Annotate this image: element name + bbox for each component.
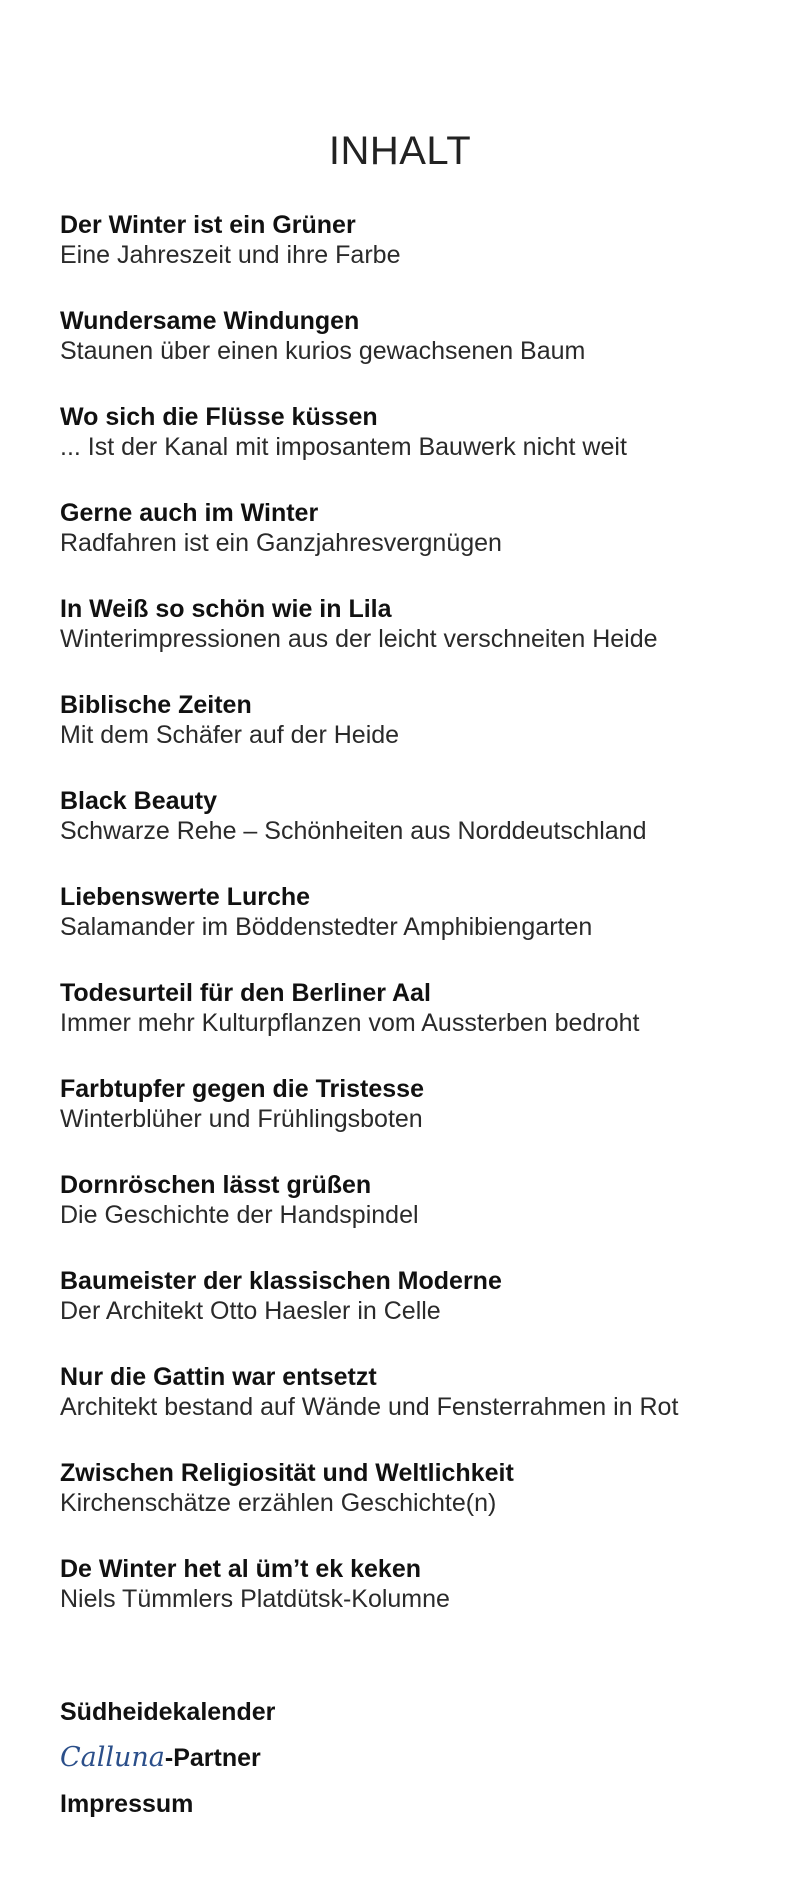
toc-item-subtitle: Schwarze Rehe – Schönheiten aus Norddeutschland	[60, 817, 647, 845]
toc-item-subtitle: Winterblüher und Frühlingsboten	[60, 1105, 423, 1133]
toc-item-subtitle: Die Geschichte der Handspindel	[60, 1201, 419, 1229]
toc-item-heading[interactable]: Black Beauty	[60, 787, 218, 815]
toc-item-heading[interactable]: Der Winter ist ein Grüner	[60, 211, 356, 239]
calluna-brand-logo: Calluna	[60, 1742, 165, 1773]
toc-item-heading[interactable]: Gerne auch im Winter	[60, 499, 319, 527]
toc-item[interactable]	[60, 1554, 780, 1650]
toc-item-subtitle: Der Architekt Otto Haesler in Celle	[60, 1297, 441, 1325]
toc-item[interactable]	[60, 210, 780, 306]
toc-item-heading[interactable]: Biblische Zeiten	[60, 691, 252, 719]
toc-item[interactable]	[60, 978, 780, 1074]
toc-item[interactable]	[60, 690, 780, 786]
toc-item[interactable]	[60, 306, 780, 402]
toc-item[interactable]	[60, 1362, 780, 1458]
imprint-link[interactable]: Impressum	[60, 1790, 194, 1818]
toc-item-heading[interactable]: Zwischen Religiosität und Weltlichkeit	[60, 1459, 514, 1487]
calendar-link[interactable]: Südheidekalender	[60, 1698, 276, 1726]
toc-item[interactable]	[60, 402, 780, 498]
partner-link-suffix: -Partner	[164, 1744, 261, 1772]
toc-item-subtitle: Architekt bestand auf Wände und Fensterrahmen in Rot	[60, 1393, 679, 1421]
partner-link[interactable]	[60, 1743, 760, 1773]
toc-item[interactable]	[60, 882, 780, 978]
toc-item-heading[interactable]: Dornröschen lässt grüßen	[60, 1171, 372, 1199]
toc-item-subtitle: ... Ist der Kanal mit imposantem Bauwerk nicht weit	[60, 433, 627, 461]
toc-item-subtitle: Kirchenschätze erzählen Geschichte(n)	[60, 1489, 497, 1517]
toc-item-subtitle: Immer mehr Kulturpflanzen vom Aussterben bedroht	[60, 1009, 640, 1037]
toc-item[interactable]	[60, 1266, 780, 1362]
page-title: INHALT	[328, 128, 472, 173]
toc-item-heading[interactable]: De Winter het al üm’t ek keken	[60, 1555, 421, 1583]
table-of-contents	[60, 210, 780, 1650]
toc-item[interactable]	[60, 786, 780, 882]
toc-item-subtitle: Radfahren ist ein Ganzjahresvergnügen	[60, 529, 502, 557]
toc-item[interactable]	[60, 1458, 780, 1554]
toc-item-subtitle: Mit dem Schäfer auf der Heide	[60, 721, 400, 749]
toc-item-heading[interactable]: In Weiß so schön wie in Lila	[60, 595, 392, 623]
toc-item-subtitle: Winterimpressionen aus der leicht verschneiten Heide	[60, 625, 658, 653]
toc-item-heading[interactable]: Liebenswerte Lurche	[60, 883, 311, 911]
toc-item-heading[interactable]: Wo sich die Flüsse küssen	[60, 403, 378, 431]
toc-item-subtitle: Niels Tümmlers Platdütsk-Kolumne	[60, 1585, 450, 1613]
toc-item-heading[interactable]: Wundersame Windungen	[60, 307, 360, 335]
toc-item[interactable]	[60, 1074, 780, 1170]
toc-item-heading[interactable]: Baumeister der klassischen Moderne	[60, 1267, 502, 1295]
toc-item[interactable]	[60, 594, 780, 690]
toc-item-heading[interactable]: Farbtupfer gegen die Tristesse	[60, 1075, 424, 1103]
toc-item-heading[interactable]: Nur die Gattin war entsetzt	[60, 1363, 377, 1391]
toc-item-subtitle: Eine Jahreszeit und ihre Farbe	[60, 241, 401, 269]
toc-item-subtitle: Staunen über einen kurios gewachsenen Baum	[60, 337, 586, 365]
toc-item-heading[interactable]: Todesurteil für den Berliner Aal	[60, 979, 431, 1007]
toc-item-subtitle: Salamander im Böddenstedter Amphibiengarten	[60, 913, 593, 941]
footer-links	[60, 1697, 760, 1819]
toc-item[interactable]	[60, 498, 780, 594]
toc-item[interactable]	[60, 1170, 780, 1266]
